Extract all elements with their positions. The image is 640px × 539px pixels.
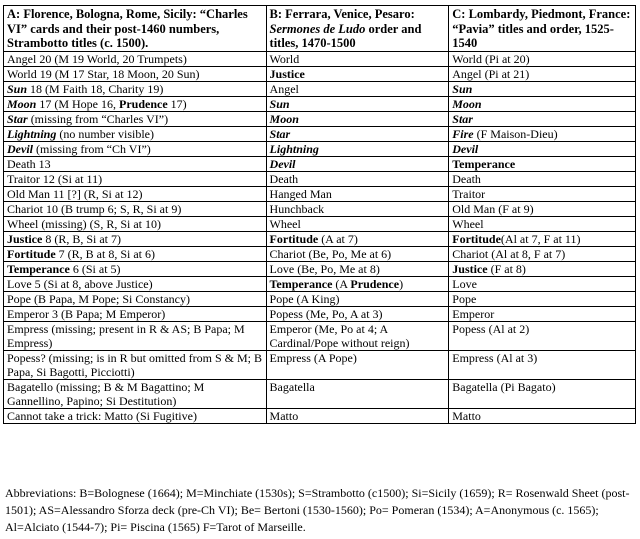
table-body [4,51,636,423]
column-b-cell [266,186,449,201]
cell-text-run: (missing from “Charles VI”) [27,111,169,126]
column-b-cell [266,171,449,186]
cell-text-run: C: Lombardy, Piedmont, France: “Pavia” titles and order, 1525-1540 [452,7,631,50]
column-a-cell [4,111,267,126]
header-row [4,6,636,52]
cell-text-run: Wheel [269,216,301,231]
cell-text-run: Empress (missing; present in R & AS; B Papa; M Empress) [7,321,245,350]
cell-text-run: Matto [269,408,299,423]
cell-text-run: Moon [7,96,37,111]
column-a-cell [4,216,267,231]
column-a-cell [4,186,267,201]
column-c-cell [449,408,636,423]
cell-text-run: Star [7,111,28,126]
column-c-cell [449,156,636,171]
column-c-cell [449,51,636,66]
cell-text-run: Justice [269,66,305,81]
cell-text-run: Emperor [452,306,495,321]
column-c-cell [449,379,636,408]
table-row [4,96,636,111]
cell-text-run: Fortitude [269,231,319,246]
cell-text-run: Popess (Al at 2) [452,321,530,336]
cell-text-run: Hunchback [269,201,325,216]
column-c-cell [449,96,636,111]
cell-text-run: Love (Be, Po, Me at 8) [269,261,380,276]
column-c-cell [449,201,636,216]
cell-text-run: Angel [269,81,299,96]
abbreviations-footnote: Abbreviations: B=Bolognese (1664); M=Minchiate (1530s); S=Strambotto (c1500); Si=Sicily (1659); R= Rosenwald Sheet (post-1501); AS=Alessandro Sforza deck (pre-Ch VI); Be= Bertoni (1530-1560); Po= Pomeran (1534); A=Anonymous (c. 1565); Al=Alciato (1544-7); Pi= Piscina (1565) F=Tarot of Marseille. [5,486,630,534]
column-b-cell [266,216,449,231]
column-c-header [449,6,636,52]
column-b-cell [266,201,449,216]
column-c-cell [449,66,636,81]
cell-text-run: Fortitude [452,231,501,246]
table-row [4,261,636,276]
cell-text-run: Prudence [350,276,400,291]
cell-text-run: Popess? (missing; is in R but omitted from S & M; B Papa, Si Bagotti, Picciotti) [7,350,263,379]
cell-text-run: Temperance [269,276,333,291]
cell-text-run: Angel (Pi at 21) [452,66,530,81]
cell-text-run: Bagatello (missing; B & M Bagattino; M Gannellino, Papino; Si Destitution) [7,379,205,408]
column-a-cell [4,261,267,276]
cell-text-run: (missing from “Ch VI”) [33,141,151,156]
cell-text-run: Devil [452,141,479,156]
cell-text-run: Chariot 10 (B trump 6; S, R, Si at 9) [7,201,182,216]
cell-text-run: Cannot take a trick: Matto (Si Fugitive) [7,408,197,423]
column-c-cell [449,306,636,321]
tarot-order-table [3,5,636,424]
column-a-cell [4,321,267,350]
column-b-cell [266,321,449,350]
cell-text-run: Love [452,276,477,291]
table-row [4,321,636,350]
cell-text-run: Death [269,171,299,186]
column-b-cell [266,126,449,141]
column-c-cell [449,291,636,306]
cell-text-run: Old Man (F at 9) [452,201,534,216]
cell-text-run: 17 (M Hope 16, [36,96,120,111]
cell-text-run: World 19 (M 17 Star, 18 Moon, 20 Sun) [7,66,200,81]
cell-text-run: Hanged Man [269,186,332,201]
column-a-cell [4,141,267,156]
column-b-cell [266,231,449,246]
column-b-header [266,6,449,52]
table-header [4,6,636,52]
column-c-cell [449,276,636,291]
cell-text-run: Temperance [7,261,70,276]
column-c-cell [449,126,636,141]
cell-text-run: Empress (Al at 3) [452,350,538,365]
cell-text-run: Sun [269,96,290,111]
column-b-cell [266,81,449,96]
cell-text-run: Wheel [452,216,484,231]
cell-text-run: (A at 7) [318,231,358,246]
column-c-cell [449,171,636,186]
column-b-cell [266,66,449,81]
cell-text-run: Death [452,171,481,186]
cell-text-run: Fire [452,126,474,141]
cell-text-run: (A [332,276,351,291]
column-c-cell [449,261,636,276]
cell-text-run: World [269,51,300,66]
column-b-cell [266,261,449,276]
cell-text-run: 8 (R, B, Si at 7) [42,231,121,246]
column-b-cell [266,306,449,321]
column-a-cell [4,66,267,81]
column-b-cell [266,276,449,291]
cell-text-run: Death 13 [7,156,51,171]
column-b-cell [266,408,449,423]
table-row [4,156,636,171]
cell-text-run: Popess (Me, Po, A at 3) [269,306,383,321]
column-c-cell [449,246,636,261]
cell-text-run: (no number visible) [56,126,155,141]
cell-text-run: Emperor (Me, Po at 4; A Cardinal/Pope without reign) [269,321,410,350]
table-row [4,291,636,306]
table-row [4,141,636,156]
column-c-cell [449,321,636,350]
cell-text-run: Pope [452,291,477,306]
column-a-cell [4,306,267,321]
column-b-cell [266,379,449,408]
cell-text-run: order and titles, 1470-1500 [269,21,422,50]
column-c-cell [449,186,636,201]
cell-text-run: Devil [269,156,296,171]
table-row [4,81,636,96]
cell-text-run: Moon [269,111,299,126]
column-c-cell [449,81,636,96]
cell-text-run: Star [269,126,291,141]
column-b-cell [266,246,449,261]
column-a-cell [4,81,267,96]
cell-text-run: Temperance [452,156,516,171]
column-a-cell [4,276,267,291]
table-row [4,216,636,231]
table-row [4,111,636,126]
cell-text-run: 7 (R, B at 8, Si at 6) [55,246,155,261]
cell-text-run: Justice [452,261,488,276]
column-a-cell [4,246,267,261]
cell-text-run: Lightning [269,141,319,156]
cell-text-run: Love 5 (Si at 8, above Justice) [7,276,153,291]
cell-text-run: Sermones de Ludo [269,21,366,36]
table-row [4,379,636,408]
cell-text-run: Sun [7,81,28,96]
cell-text-run: Chariot (Al at 8, F at 7) [452,246,566,261]
column-a-cell [4,96,267,111]
column-a-cell [4,51,267,66]
column-a-cell [4,171,267,186]
column-a-cell [4,156,267,171]
column-c-cell [449,231,636,246]
table-row [4,201,636,216]
cell-text-run: Pope (A King) [269,291,340,306]
cell-text-run: Fortitude [7,246,56,261]
column-b-cell [266,156,449,171]
table-row [4,171,636,186]
column-a-cell [4,350,267,379]
cell-text-run: Devil [7,141,33,156]
cell-text-run: Angel 20 (M 19 World, 20 Trumpets) [7,51,187,66]
cell-text-run: Bagatella (Pi Bagato) [452,379,556,394]
column-a-header [4,6,267,52]
table-row [4,231,636,246]
cell-text-run: 17) [167,96,187,111]
column-c-cell [449,350,636,379]
table-row [4,246,636,261]
column-b-cell [266,111,449,126]
cell-text-run: B: Ferrara, Venice, Pesaro: [269,7,415,21]
cell-text-run: Emperor 3 (B Papa; M Emperor) [7,306,166,321]
table-row [4,126,636,141]
cell-text-run: Justice [7,231,43,246]
column-a-cell [4,126,267,141]
column-b-cell [266,291,449,306]
cell-text-run: Lightning [7,126,57,141]
cell-text-run: Traitor [452,186,486,201]
column-a-cell [4,379,267,408]
cell-text-run: Star [452,111,473,126]
cell-text-run: Matto [452,408,481,423]
column-a-cell [4,408,267,423]
table-row [4,66,636,81]
column-c-cell [449,216,636,231]
table-row [4,276,636,291]
column-a-cell [4,201,267,216]
cell-text-run: Old Man 11 [?] (R, Si at 12) [7,186,143,201]
cell-text-run: (F Maison-Dieu) [473,126,558,141]
column-b-cell [266,141,449,156]
column-a-cell [4,291,267,306]
table-row [4,408,636,423]
cell-text-run: World (Pi at 20) [452,51,530,66]
cell-text-run: Empress (A Pope) [269,350,357,365]
cell-text-run: Chariot (Be, Po, Me at 6) [269,246,392,261]
column-b-cell [266,96,449,111]
cell-text-run: Wheel (missing) (S, R, Si at 10) [7,216,161,231]
cell-text-run: Moon [452,96,482,111]
cell-text-run: Sun [452,81,473,96]
cell-text-run: (Al at 7, F at 11) [500,231,581,246]
cell-text-run: Pope (B Papa, M Pope; Si Constancy) [7,291,190,306]
cell-text-run: Bagatella [269,379,315,394]
table-row [4,186,636,201]
cell-text-run: (F at 8) [487,261,526,276]
cell-text-run: A: Florence, Bologna, Rome, Sicily: “Charles VI” cards and their post-1460 numbers, Strambotto titles (c. 1500). [7,7,248,50]
column-a-cell [4,231,267,246]
cell-text-run: ) [399,276,404,291]
column-b-cell [266,51,449,66]
column-c-cell [449,141,636,156]
table-row [4,350,636,379]
cell-text-run: Prudence [119,96,168,111]
table-row [4,51,636,66]
cell-text-run: 6 (Si at 5) [69,261,121,276]
cell-text-run: 18 (M Faith 18, Charity 19) [27,81,164,96]
column-b-cell [266,350,449,379]
column-c-cell [449,111,636,126]
table-row [4,306,636,321]
cell-text-run: Traitor 12 (Si at 11) [7,171,103,186]
